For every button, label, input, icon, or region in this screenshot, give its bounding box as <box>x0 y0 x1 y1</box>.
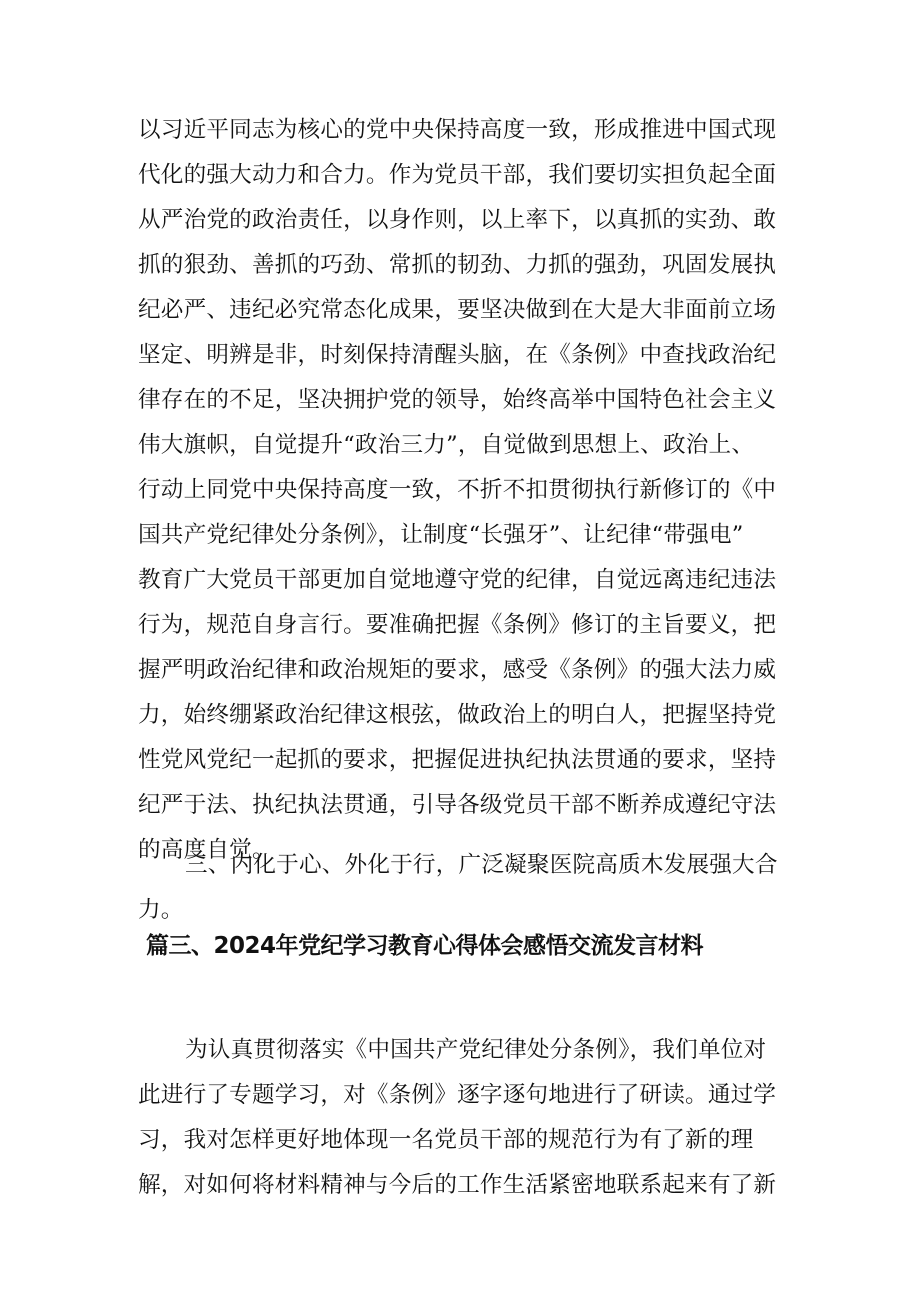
text-line: 性党风党纪一起抓的要求，把握促进执纪执法贯通的要求，坚持 <box>138 747 777 773</box>
text-line: 的高度自觉。 <box>138 837 275 863</box>
text-line: 行动上同党中央保持高度一致，不折不扣贯彻执行新修订的《中 <box>138 477 777 503</box>
text-line: 以习近平同志为核心的党中央保持高度一致，形成推进中国式现 <box>138 117 777 143</box>
article-title: 篇三、2024年党纪学习教育心得体会感悟交流发言材料 <box>146 933 704 959</box>
text-line: 为认真贯彻落实《中国共产党纪律处分条例》，我们单位对 <box>185 1037 767 1063</box>
text-line: 代化的强大动力和合力。作为党员干部，我们要切实担负起全面 <box>138 162 777 188</box>
text-line: 解，对如何将材料精神与今后的工作生活紧密地联系起来有了新 <box>138 1172 777 1198</box>
text-line: 三、内化于心、外化于行，广泛凝聚医院高质木发展强大合 <box>185 852 778 878</box>
text-line: 国共产党纪律处分条例》，让制度“长强牙”、让纪律“带强电” <box>138 522 744 548</box>
text-line: 教育广大党员干部更加自觉地遵守党的纪律，自觉远离违纪违法 <box>138 567 777 593</box>
text-line: 从严治党的政治责任，以身作则，以上率下，以真抓的实劲、敢 <box>138 207 777 233</box>
text-line: 律存在的不足，坚决拥护党的领导，始终高举中国特色社会主义 <box>138 387 777 413</box>
text-line: 习，我对怎样更好地体现一名党员干部的规范行为有了新的理 <box>138 1127 754 1153</box>
text-line: 纪必严、违纪必究常态化成果，要坚决做到在大是大非面前立场 <box>138 297 777 323</box>
text-line: 行为，规范自身言行。要准确把握《条例》修订的主旨要义，把 <box>138 612 777 638</box>
text-line: 握严明政治纪律和政治规矩的要求，感受《条例》的强大法力威 <box>138 657 777 683</box>
text-line: 力，始终绷紧政治纪律这根弦，做政治上的明白人，把握坚持党 <box>138 702 777 728</box>
text-line: 力。 <box>138 897 184 923</box>
text-line: 抓的狠劲、善抓的巧劲、常抓的韧劲、力抓的强劲，巩固发展执 <box>138 252 777 278</box>
text-line: 坚定、明辨是非，时刻保持清醒头脑，在《条例》中查找政治纪 <box>138 342 777 368</box>
text-line: 此进行了专题学习，对《条例》逐字逐句地进行了研读。通过学 <box>138 1082 777 1108</box>
text-line: 纪严于法、执纪执法贯通，引导各级党员干部不断养成遵纪守法 <box>138 792 777 818</box>
text-line: 伟大旗帜，自觉提升“政治三力”，自觉做到思想上、政治上、 <box>138 432 755 458</box>
